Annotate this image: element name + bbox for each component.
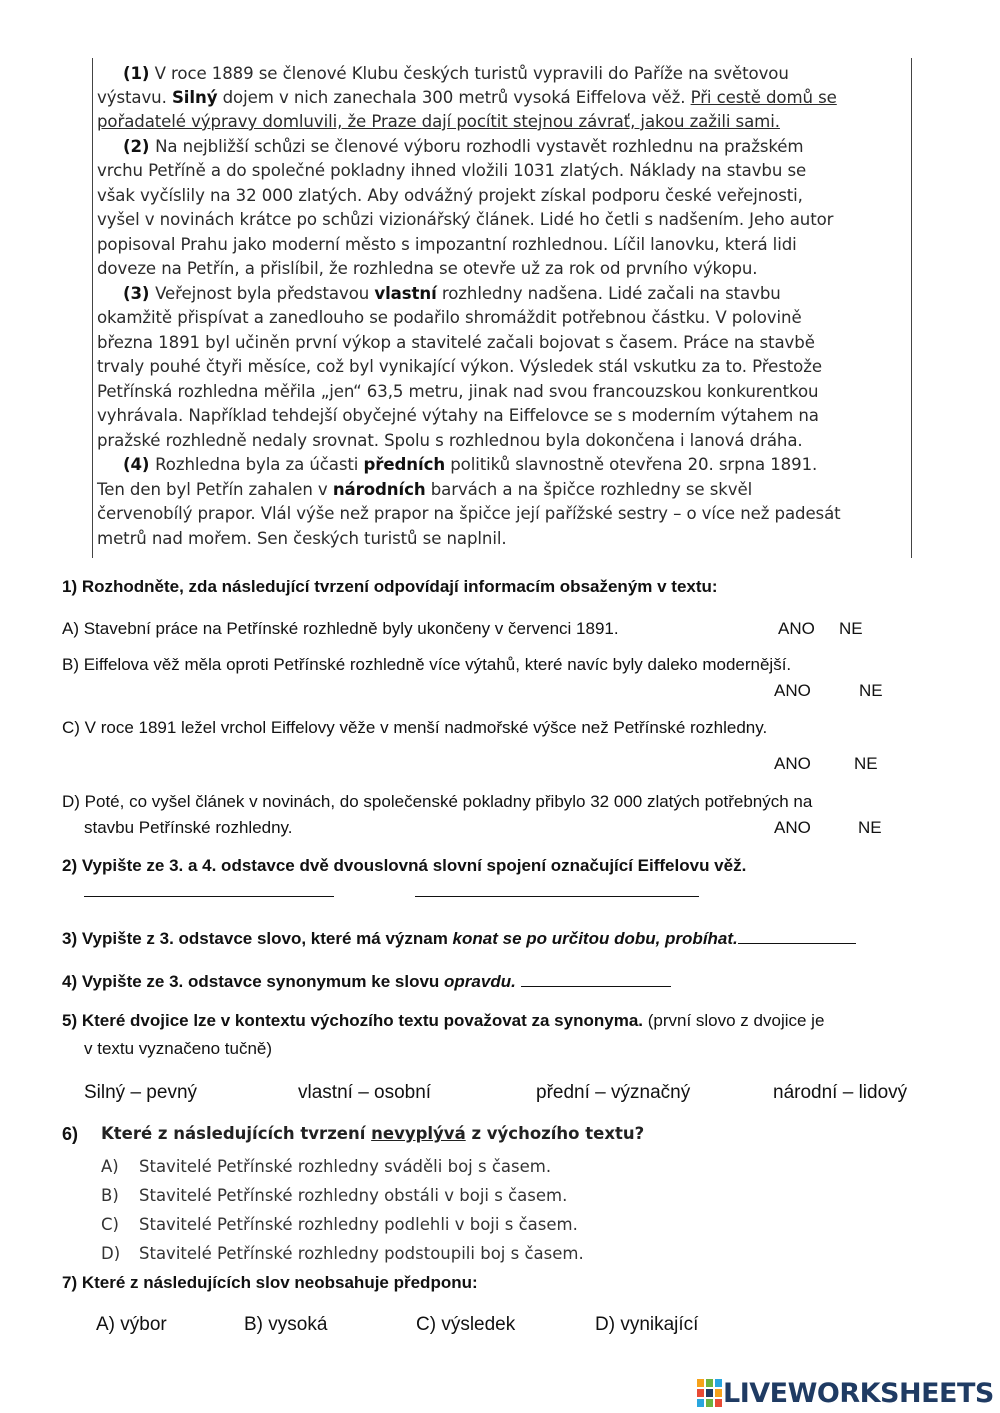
q1-d-yes[interactable]: ANO: [774, 818, 811, 837]
passage-line: Ten den byl Petřín zahalen v národních barvách a na špičce rozhledny se skvěl: [97, 480, 753, 499]
liveworksheets-logo-icon: [697, 1379, 723, 1409]
q5-option-1[interactable]: Silný – pevný: [84, 1082, 198, 1103]
passage-line: výstavu. Silný dojem v nich zanechala 300 metrů vysoká Eiffelova věž. Při cestě domů se: [97, 88, 837, 107]
question-2-title: 2) Vypište ze 3. a 4. odstavce dvě dvouslovná slovní spojení označující Eiffelovu věž.: [62, 856, 747, 875]
q7-option-d[interactable]: D) vynikající: [595, 1314, 699, 1335]
q2-answer-field-2[interactable]: [415, 880, 699, 897]
q1-c-yes[interactable]: ANO: [774, 754, 811, 773]
q7-option-b[interactable]: B) vysoká: [244, 1314, 328, 1335]
q5-option-3[interactable]: přední – význačný: [536, 1082, 691, 1103]
passage-line: pořadatelé výpravy domluvili, že Praze dají pocítit stejnou závrať, jakou zažili sami.: [97, 112, 780, 131]
passage-line: vyšel v novinách krátce po schůzi vizionářský článek. Lidé ho četli s nadšením. Jeho autor: [97, 210, 834, 229]
q1-b-yes[interactable]: ANO: [774, 681, 811, 700]
passage-line: pražské rozhledně nedaly srovnat. Spolu s rozhlednou byla dokončena i lanová dráha.: [97, 431, 803, 450]
q7-option-c[interactable]: C) výsledek: [416, 1314, 516, 1335]
passage-line: okamžitě přispívat a zanedlouho se podařilo shromáždit potřebnou částku. V polovině: [97, 308, 802, 327]
q5-option-4[interactable]: národní – lidový: [773, 1082, 908, 1103]
q5-option-2[interactable]: vlastní – osobní: [298, 1082, 432, 1103]
passage-line: (4) Rozhledna byla za účasti předních politiků slavnostně otevřena 20. srpna 1891.: [123, 455, 818, 474]
question-3: 3) Vypište z 3. odstavce slovo, které má význam konat se po určitou dobu, probíhat.: [62, 927, 856, 949]
q6-option-a[interactable]: A) Stavitelé Petřínské rozhledny sváděli boj s časem.: [101, 1157, 552, 1176]
passage-line: však vyčíslily na 32 000 zlatých. Aby odvážný projekt získal podporu české veřejnosti,: [97, 186, 803, 205]
q3-answer-field[interactable]: [738, 927, 856, 944]
passage-line: vrchu Petříně a do společné pokladny ihned vložili 1031 zlatých. Náklady na stavbu se: [97, 161, 807, 180]
q6-option-b[interactable]: B) Stavitelé Petřínské rozhledny obstáli v boji s časem.: [101, 1186, 568, 1205]
passage-line: (2) Na nejbližší schůzi se členové výboru rozhodli vystavět rozhlednu na pražském: [123, 137, 804, 156]
q1-statement-d-cont: stavbu Petřínské rozhledny.: [84, 818, 293, 837]
passage-line: března 1891 byl učiněn první výkop a stavitelé začali bojovat s časem. Práce na stavbě: [97, 333, 815, 352]
question-1-title: 1) Rozhodněte, zda následující tvrzení odpovídají informacím obsaženým v textu:: [62, 577, 718, 596]
q5-note: v textu vyznačeno tučně): [84, 1039, 273, 1058]
q6-option-d[interactable]: D) Stavitelé Petřínské rozhledny podstoupili boj s časem.: [101, 1244, 584, 1263]
q1-statement-d: D) Poté, co vyšel článek v novinách, do společenské pokladny přibylo 32 000 zlatých potřebných na: [62, 792, 813, 811]
passage-line: (1) V roce 1889 se členové Klubu českých turistů vypravili do Paříže na světovou: [123, 64, 789, 83]
q1-statement-a: A) Stavební práce na Petřínské rozhledně byly ukončeny v červenci 1891.: [62, 619, 619, 638]
passage-line: popisoval Prahu jako moderní město s impozantní rozhlednou. Líčil lanovku, která lidi: [97, 235, 797, 254]
q2-answer-field-1[interactable]: [84, 880, 334, 897]
passage-line: doveze na Petřín, a přislíbil, že rozhledna se otevře už za rok od prvního výkopu.: [97, 259, 758, 278]
q1-a-no[interactable]: NE: [839, 619, 863, 638]
passage-line: metrů nad mořem. Sen českých turistů se naplnil.: [97, 529, 507, 548]
reading-passage: [92, 58, 912, 558]
passage-line: (3) Veřejnost byla představou vlastní rozhledny nadšena. Lidé začali na stavbu: [123, 284, 781, 303]
question-4: 4) Vypište ze 3. odstavce synonymum ke slovu opravdu.: [62, 970, 671, 992]
passage-line: červenobílý prapor. Vlál výše než prapor na špičce její pařížské sestry – o více než padesát: [97, 504, 841, 523]
q4-answer-field[interactable]: [521, 970, 671, 987]
q1-c-no[interactable]: NE: [854, 754, 878, 773]
passage-line: vyhrávala. Například tehdejší obyčejné výtahy na Eiffelovce se s moderním výtahem na: [97, 406, 819, 425]
q1-a-yes[interactable]: ANO: [778, 619, 815, 638]
question-6-number: 6): [62, 1124, 79, 1144]
passage-line: trvaly pouhé čtyři měsíce, což byl vynikající výkon. Výsledek stál vskutku za to. Přestože: [97, 357, 822, 376]
question-5-title: 5) Které dvojice lze v kontextu výchozího textu považovat za synonyma. (první slovo z dvojice je: [62, 1011, 825, 1030]
question-7-title: 7) Které z následujících slov neobsahuje předponu:: [62, 1273, 478, 1292]
liveworksheets-logo: [697, 1378, 994, 1409]
q1-statement-c: C) V roce 1891 ležel vrchol Eiffelovy věže v menší nadmořské výšce než Petřínské rozhledny.: [62, 718, 768, 737]
question-6-title: Které z následujících tvrzení nevyplývá z výchozího textu?: [101, 1124, 645, 1143]
q6-option-c[interactable]: C) Stavitelé Petřínské rozhledny podlehli v boji s časem.: [101, 1215, 578, 1234]
q7-option-a[interactable]: A) výbor: [96, 1314, 167, 1335]
q1-b-no[interactable]: NE: [859, 681, 883, 700]
q1-statement-b: B) Eiffelova věž měla oproti Petřínské rozhledně více výtahů, které navíc byly daleko modernější.: [62, 655, 792, 674]
passage-line: Petřínská rozhledna měřila „jen“ 63,5 metru, jinak nad svou francouzskou konkurentkou: [97, 382, 819, 401]
q1-d-no[interactable]: NE: [858, 818, 882, 837]
liveworksheets-wordmark: LIVEWORKSHEETS: [723, 1378, 994, 1409]
